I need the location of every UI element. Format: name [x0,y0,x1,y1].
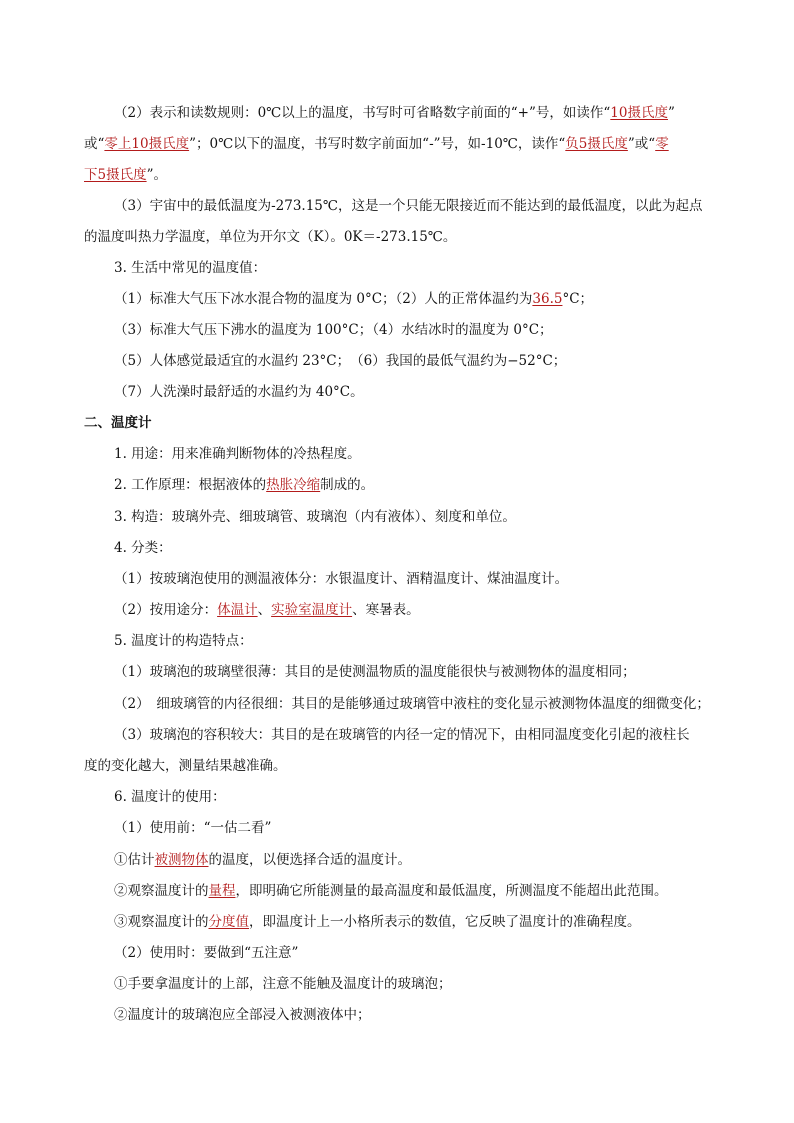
common-temps-line1 [114,289,712,309]
text-run: ”。 [146,167,167,183]
text-run: （2）表示和读数规则：0℃以上的温度，书写时可省略数字前面的“+”号，如读作“ [114,105,611,121]
thermometer-structure: 3. 构造：玻璃外壳、细玻璃管、玻璃泡（内有液体）、刻度和单位。 [114,509,516,525]
thermometer-during: （2）使用时：要做到“五注意” [114,945,299,961]
thermometer-during1: ①手要拿温度计的上部，注意不能触及温度计的玻璃泡； [114,976,452,992]
text-run: 2. 工作原理：根据液体的 [114,477,267,493]
underlined-term: 36.5 [532,291,563,307]
thermometer-feature3-line1: （3）玻璃泡的容积较大：其目的是在玻璃管的内径一定的情况下，由相同温度变化引起的液柱长 [114,727,690,743]
thermometer-feature3-line2: 度的变化越大，测量结果越准确。 [84,758,287,774]
thermometer-classify-title: 4. 分类： [114,540,172,556]
text-run: ，即明确它所能测量的最高温度和最低温度，所测温度不能超出此范围。 [235,883,668,899]
text-run: 制成的。 [320,477,375,493]
thermometer-feature1: （1）玻璃泡的玻璃壁很薄：其目的是使测温物质的温度能很快与被测物体的温度相同； [114,664,636,680]
thermometer-classify1: （1）按玻璃泡使用的测温液体分：水银温度计、酒精温度计、煤油温度计。 [114,571,569,587]
thermometer-usage-title: 6. 温度计的使用： [114,789,226,805]
section-heading: 二、温度计 [84,415,152,431]
common-temps-line3: （5）人体感觉最适宜的水温约 23°C； （6）我国的最低气温约为−52°C； [114,353,567,369]
underlined-term: 体温计 [217,602,258,618]
underlined-term: 热胀冷缩 [266,477,321,493]
common-temps-title: 3. 生活中常见的温度值： [114,260,267,276]
underlined-term: 零上10摄氏度 [104,136,190,152]
text-run: ②观察温度计的 [114,883,209,899]
thermometer-before: （1）使用前：“一估二看” [114,820,272,836]
thermometer-use: 1. 用途：用来准确判断物体的冷热程度。 [114,446,361,462]
common-temps-line4: （7）人洗澡时最舒适的水温约为 40°C。 [114,384,364,400]
rule3-line1: （3）宇宙中的最低温度为-273.15℃，这是一个只能无限接近而不能达到的最低温度，以此为起点 [114,198,703,214]
rule2-line3 [84,165,712,185]
text-run: ③观察温度计的 [114,914,209,930]
text-run: ①估计 [114,852,155,868]
underlined-term: 分度值 [208,914,249,930]
thermometer-before1 [114,850,712,870]
thermometer-before2 [114,881,712,901]
thermometer-before3 [114,912,712,932]
text-run: 、寒暑表。 [352,602,420,618]
text-run: ”或“ [627,136,656,152]
rule3-line2: 的温度叫热力学温度，单位为开尔文（K）。0K＝-273.15℃。 [84,229,457,245]
common-temps-line2: （3）标准大气压下沸水的温度为 100°C；（4）水结冰时的温度为 0°C； [114,322,553,338]
rule2-line2 [84,134,712,154]
text-run: °C； [562,291,594,307]
underlined-term: 零 [655,136,669,152]
underlined-term: 10摄氏度 [610,105,668,121]
text-run: 、 [257,602,272,618]
thermometer-feature2: （2） 细玻璃管的内径很细：其目的是能够通过玻璃管中液柱的变化显示被测物体温度的细微变化； [114,696,710,712]
text-run: 或“ [84,136,105,152]
rule2-line1 [114,103,712,123]
thermometer-classify2 [114,600,712,620]
thermometer-principle [114,475,712,495]
thermometer-during2: ②温度计的玻璃泡应全部浸入被测液体中； [114,1007,371,1023]
text-run: ” [667,105,675,121]
text-run: 的温度，以便选择合适的温度计。 [208,852,411,868]
text-run: ，即温度计上一小格所表示的数值，它反映了温度计的准确程度。 [249,914,641,930]
text-run: （1）标准大气压下冰水混合物的温度为 0°C；（2）人的正常体温约为 [114,291,533,307]
text-run: ”；0℃以下的温度，书写时数字前面加“-”号，如-10℃，读作“ [189,136,566,152]
underlined-term: 实验室温度计 [271,602,353,618]
text-run: （2）按用途分： [114,602,218,618]
underlined-term: 下5摄氏度 [84,167,147,183]
underlined-term: 被测物体 [154,852,209,868]
thermometer-features-title: 5. 温度计的构造特点： [114,633,253,649]
underlined-term: 量程 [208,883,236,899]
underlined-term: 负5摄氏度 [565,136,628,152]
